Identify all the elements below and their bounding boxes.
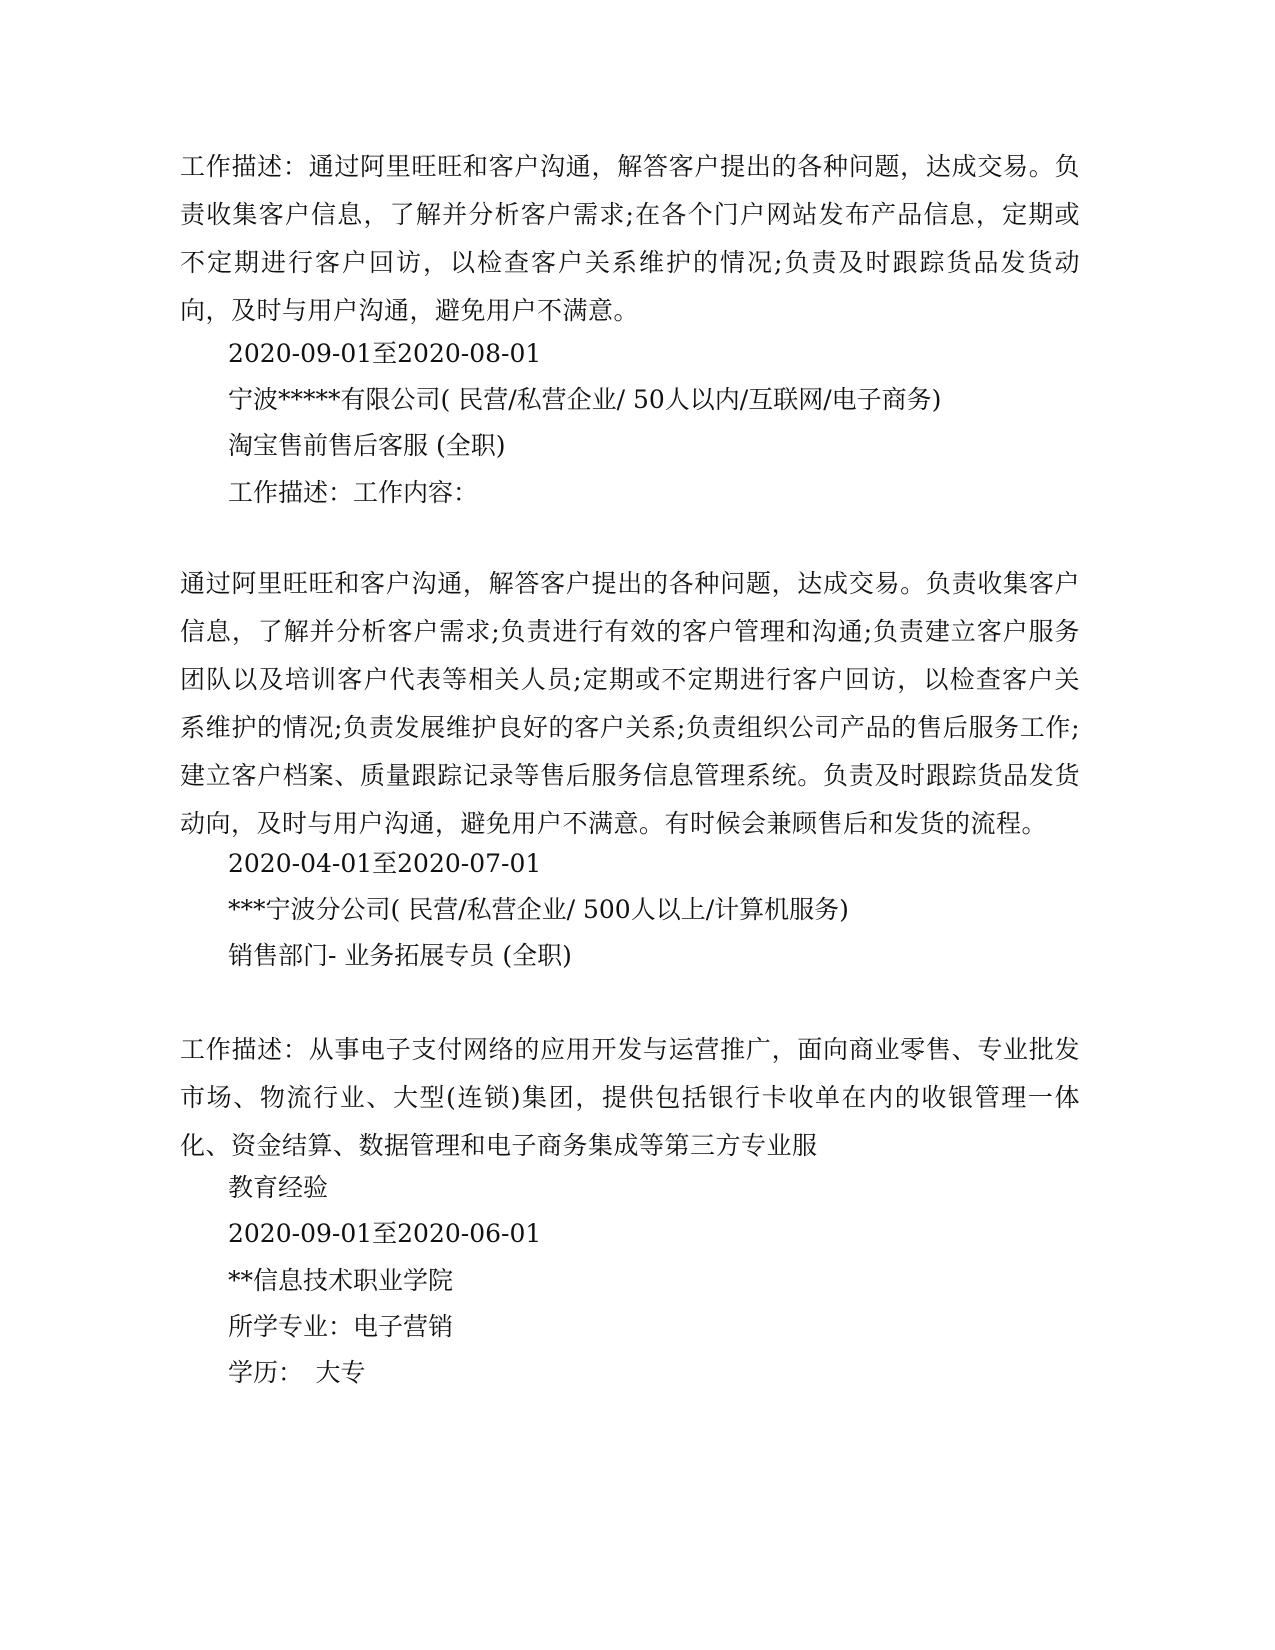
education-period: 2020-09-01至2020-06-01 [228, 1219, 542, 1248]
job2-position: 淘宝售前售后客服 (全职) [228, 431, 506, 460]
education-major: 所学专业：电子营销 [228, 1312, 454, 1341]
job3-period: 2020-04-01至2020-07-01 [228, 849, 542, 878]
education-heading: 教育经验 [228, 1173, 329, 1202]
job3-description: 工作描述：从事电子支付网络的应用开发与运营推广，面向商业零售、专业批发市场、物流行业、大型(连锁)集团，提供包括银行卡收单在内的收银管理一体化、资金结算、数据管理和电子商务集成等第三方专业服 [180, 1035, 1080, 1160]
job3-position: 销售部门- 业务拓展专员 (全职) [228, 941, 572, 970]
job2-description-label: 工作描述：工作内容： [228, 478, 479, 507]
job3-company: ***宁波分公司( 民营/私营企业/ 500人以上/计算机服务) [228, 895, 849, 924]
job1-description: 工作描述：通过阿里旺旺和客户沟通，解答客户提出的各种问题，达成交易。负责收集客户信息，了解并分析客户需求;在各个门户网站发布产品信息，定期或不定期进行客户回访，以检查客户关系维护的情况;负责及时跟踪货品发货动向，及时与用户沟通，避免用户不满意。 [180, 152, 1080, 325]
job2-description: 通过阿里旺旺和客户沟通，解答客户提出的各种问题，达成交易。负责收集客户信息，了解并分析客户需求;负责进行有效的客户管理和沟通;负责建立客户服务团队以及培训客户代表等相关人员;定期或不定期进行客户回访，以检查客户关系维护的情况;负责发展维护良好的客户关系;负责组织公司产品的售后服务工作;建立客户档案、质量跟踪记录等售后服务信息管理系统。负责及时跟踪货品发货动向，及时与用户沟通，避免用户不满意。有时候会兼顾售后和发货的流程。 [180, 569, 1080, 838]
job2-company: 宁波*****有限公司( 民营/私营企业/ 50人以内/互联网/电子商务) [228, 385, 942, 414]
education-degree: 学历： 大专 [228, 1358, 366, 1387]
job2-period: 2020-09-01至2020-08-01 [228, 339, 542, 368]
education-school: **信息技术职业学院 [228, 1266, 454, 1295]
